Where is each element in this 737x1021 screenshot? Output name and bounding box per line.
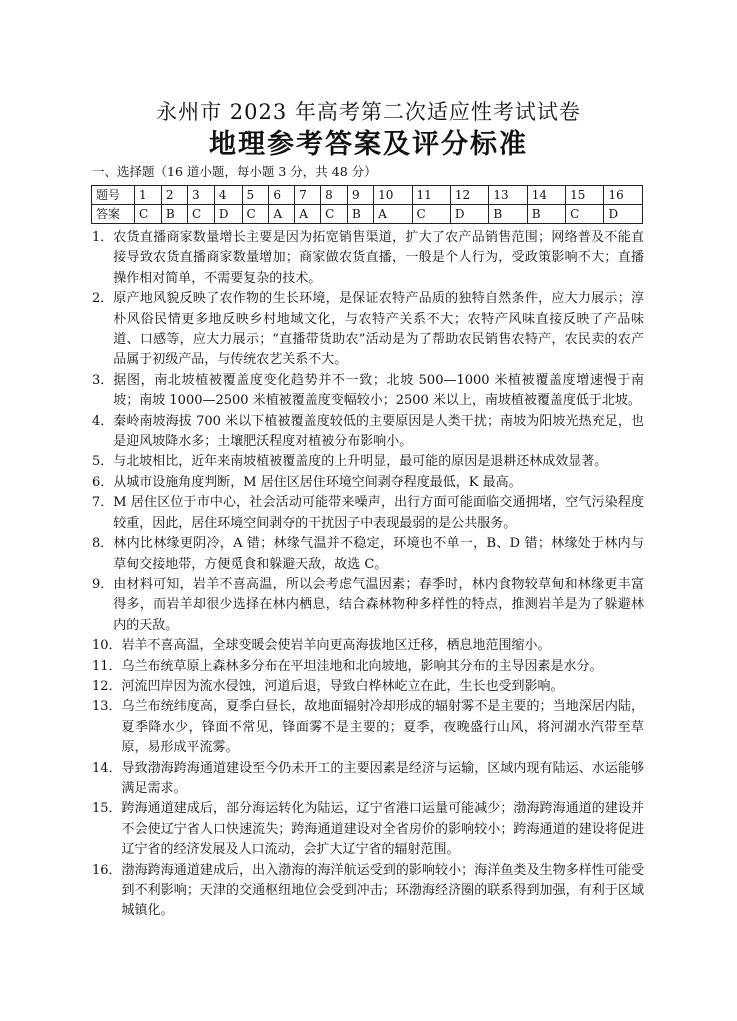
- explanation-number: 15．: [92, 801, 122, 817]
- explanation-number: 13．: [92, 699, 122, 715]
- explanation-item: [92, 677, 644, 697]
- explanation-number: 9．: [92, 576, 114, 592]
- explanation-text: 原产地风貌反映了农作物的生长环境，是保证农特产品质的独特自然条件，应大力展示；淳朴风俗民情更多地反映乡村地域文化，与农特产关系不大；农特产风味直接反映了产品味道、口感等，应大力展示；“直播带货助农”活动是为了帮助农民销售农特产，农民卖的农产品属于初级产品，与传统农艺关系不大。: [113, 291, 644, 368]
- question-number-cell: 2: [161, 186, 187, 205]
- explanation-text: 渤海跨海通道建成后，出入渤海的海洋航运受到的影响较小；海洋鱼类及生物多样性可能受到不利影响；天津的交通枢纽地位会受到冲击；环渤海经济圈的联系得到加强，有利于区域城镇化。: [121, 862, 644, 919]
- explanation-item: [92, 228, 644, 289]
- answer-cell: C: [321, 205, 348, 224]
- answer-row: [92, 205, 643, 224]
- answer-table: [91, 185, 643, 224]
- answer-cell: C: [566, 205, 604, 224]
- answer-cell: B: [161, 205, 187, 224]
- explanation-number: 5．: [92, 454, 114, 470]
- explanation-text: 从城市设施角度判断，M 居住区居住环境空间剥夺程度最低，K 最高。: [113, 474, 522, 490]
- explanation-text: 据图，南北坡植被覆盖度变化趋势并不一致；北坡 500—1000 米植被覆盖度增速慢于南坡；南坡 1000—2500 米植被覆盖度变幅较小；2500 米以上，南坡植被覆盖度低于北坡。: [113, 372, 644, 409]
- explanation-item: [92, 657, 644, 677]
- question-number-row: [92, 186, 643, 205]
- explanation-number: 3．: [92, 372, 114, 388]
- explanation-item: [92, 534, 644, 575]
- explanation-item: [92, 452, 644, 472]
- answer-cell: C: [135, 205, 162, 224]
- explanation-item: [92, 799, 644, 860]
- explanation-item: [92, 289, 644, 371]
- question-number-cell: 6: [269, 186, 295, 205]
- exam-title: 永州市 2023 年高考第二次适应性考试试卷: [156, 100, 581, 124]
- question-number-cell: 13: [489, 186, 527, 205]
- question-number-cell: 9: [347, 186, 373, 205]
- explanation-item: [92, 636, 644, 656]
- explanation-number: 8．: [92, 536, 114, 552]
- explanation-number: 12．: [92, 678, 122, 694]
- question-number-cell: 1: [135, 186, 162, 205]
- row-label-answer: 答案: [92, 205, 135, 224]
- answer-cell: B: [527, 205, 565, 224]
- explanation-text: M 居住区位于市中心，社会活动可能带来噪声，出行方面可能面临交通拥堵，空气污染程度较重，因此，居住环境空间剥夺的干扰因子中表现最弱的是公共服务。: [113, 495, 644, 531]
- explanation-number: 6．: [92, 474, 114, 490]
- explanation-text: 与北坡相比，近年来南坡植被覆盖度的上升明显，最可能的原因是退耕还林成效显著。: [113, 454, 608, 470]
- question-number-cell: 5: [242, 186, 269, 205]
- answer-cell: D: [450, 205, 488, 224]
- explanation-item: [92, 759, 644, 800]
- explanation-number: 7．: [92, 495, 114, 511]
- answer-cell: A: [374, 205, 412, 224]
- explanation-text: 林内比林缘更阴冷，A 错；林缘气温并不稳定，环境也不单一，B、D 错；林缘处于林内与草甸交接地带，方便觅食和躲避天敌，故选 C。: [113, 536, 644, 572]
- question-number-cell: 11: [412, 186, 450, 205]
- question-number-cell: 14: [527, 186, 565, 205]
- explanation-item: [92, 412, 644, 453]
- answer-key-title: 地理参考答案及评分标准: [209, 129, 528, 160]
- answer-cell: B: [489, 205, 527, 224]
- answer-cell: A: [269, 205, 295, 224]
- answer-cell: C: [242, 205, 269, 224]
- question-number-cell: 12: [450, 186, 488, 205]
- question-number-cell: 7: [295, 186, 321, 205]
- explanation-item: [92, 575, 644, 636]
- explanation-text: 乌兰布统草原上森林多分布在平坦洼地和北向坡地，影响其分布的主导因素是水分。: [121, 658, 603, 674]
- explanation-number: 16．: [92, 862, 122, 878]
- explanation-item: [92, 371, 644, 412]
- explanation-item: [92, 697, 644, 758]
- explanation-number: 4．: [92, 413, 114, 429]
- explanation-text: 农货直播商家数量增长主要是因为拓宽销售渠道，扩大了农产品销售范围；网络普及不能直接导致农货直播商家数量增加；商家做农货直播，一般是个人行为，受政策影响不大；直播操作相对简单，不需要复杂的技术。: [113, 230, 644, 286]
- answer-cell: D: [604, 205, 643, 224]
- explanation-text: 岩羊不喜高温，全球变暖会使岩羊向更高海拔地区迁移，栖息地范围缩小。: [121, 638, 551, 654]
- explanation-text: 乌兰布统纬度高，夏季白昼长，故地面辐射冷却形成的辐射雾不是主要的；当地深居内陆，夏季降水少，锋面不常见，锋面雾不是主要的；夏季，夜晚盛行山风，将河湖水汽带至草原，易形成平流雾。: [121, 699, 644, 756]
- question-number-cell: 8: [321, 186, 348, 205]
- answer-cell: A: [295, 205, 321, 224]
- explanation-text: 秦岭南坡海拔 700 米以下植被覆盖度较低的主要原因是人类干扰；南坡为阳坡光热充足，也是迎风坡降水多；土壤肥沃程度对植被分布影响小。: [113, 413, 644, 450]
- answer-cell: C: [412, 205, 450, 224]
- question-number-cell: 15: [566, 186, 604, 205]
- answer-cell: C: [188, 205, 215, 224]
- answer-cell: B: [347, 205, 373, 224]
- answer-cell: D: [214, 205, 242, 224]
- explanation-list: [92, 228, 644, 922]
- explanation-item: [92, 493, 644, 534]
- explanation-number: 14．: [92, 760, 122, 776]
- explanation-item: [92, 473, 644, 493]
- explanation-text: 由材料可知，岩羊不喜高温，所以会考虑气温因素；春季时，林内食物较草甸和林缘更丰富得多，而岩羊却很少选择在林内栖息，结合森林物种多样性的特点，推测岩羊是为了躲避林内的天敌。: [113, 576, 644, 633]
- section-heading: 一、选择题（16 道小题，每小题 3 分，共 48 分）: [92, 164, 377, 179]
- explanation-text: 跨海通道建成后，部分海运转化为陆运，辽宁省港口运量可能减少；渤海跨海通道的建设并不会使辽宁省人口快速流失；跨海通道建设对全省房价的影响较小；跨海通道的建设将促进辽宁省的经济发展及人口流动，会扩大辽宁省的辐射范围。: [121, 801, 644, 858]
- question-number-cell: 3: [188, 186, 215, 205]
- explanation-number: 2．: [92, 291, 114, 307]
- explanation-number: 1．: [92, 230, 114, 245]
- explanation-number: 11．: [92, 658, 122, 674]
- explanation-number: 10．: [92, 638, 122, 654]
- explanation-text: 河流凹岸因为流水侵蚀，河道后退，导致白桦林屹立在此，生长也受到影响。: [121, 678, 564, 694]
- row-label-question-number: 题号: [92, 186, 135, 205]
- question-number-cell: 10: [374, 186, 412, 205]
- explanation-text: 导致渤海跨海通道建设至今仍未开工的主要因素是经济与运输，区域内现有陆运、水运能够满足需求。: [121, 760, 644, 796]
- question-number-cell: 16: [604, 186, 643, 205]
- question-number-cell: 4: [214, 186, 242, 205]
- explanation-item: [92, 861, 644, 922]
